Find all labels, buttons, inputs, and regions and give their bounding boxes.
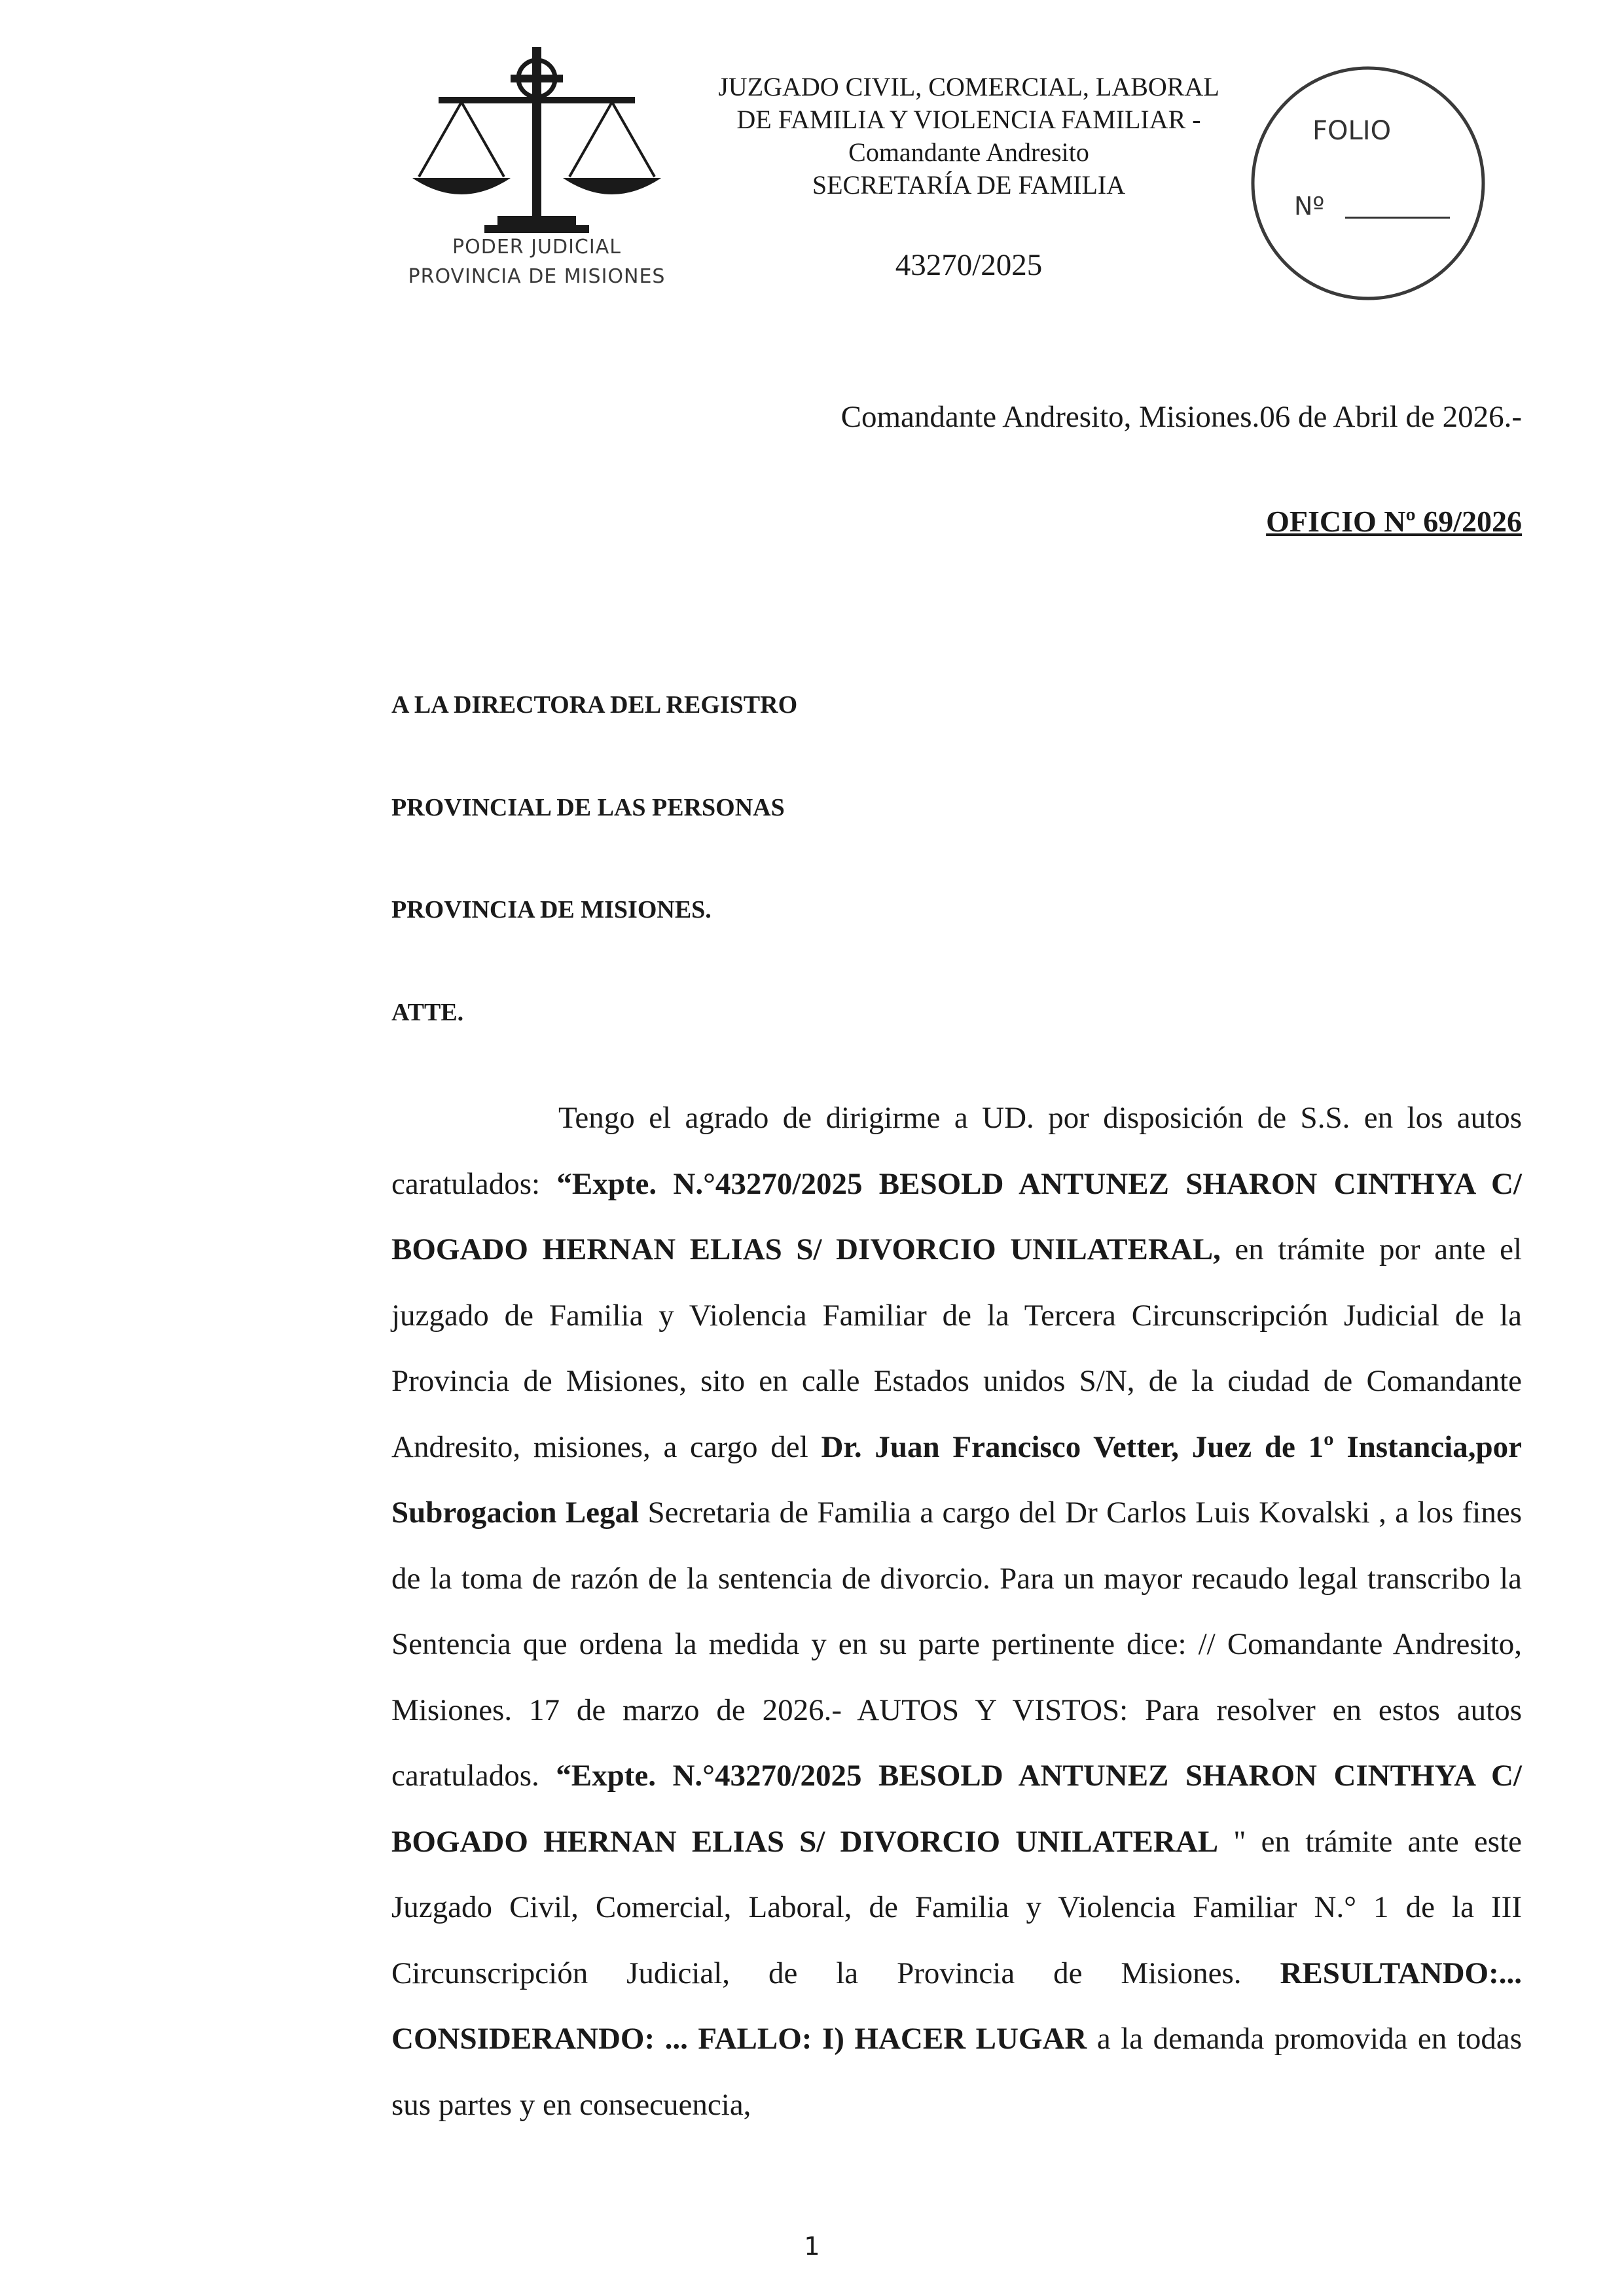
court-line-1: JUZGADO CIVIL, COMERCIAL, LABORAL: [718, 72, 1219, 101]
addressee-line-3: PROVINCIA DE MISIONES.: [391, 896, 712, 924]
body-paragraph: [391, 1085, 1522, 2138]
addressee-attention: ATTE.: [391, 999, 464, 1026]
court-line-4: SECRETARÍA DE FAMILIA: [812, 170, 1126, 200]
folio-stamp: [1247, 62, 1489, 304]
oficio-number: OFICIO Nº 69/2026: [1266, 505, 1522, 538]
body-text-2: en trámite por ante el juzgado de Familia y Violencia Familiar de la Tercera Circunscripción Judicial de la Provincia de Misiones, sito en calle Estados unidos S/N, de la ciudad de Comandante Andresito, misiones, a cargo del: [391, 1232, 1522, 1464]
court-line-2: DE FAMILIA Y VIOLENCIA FAMILIAR -: [736, 105, 1201, 134]
logo-text-line2: PROVINCIA DE MISIONES: [408, 265, 666, 288]
scales-of-justice-icon: [393, 39, 681, 236]
body-text-3: Secretaria de Familia a cargo del Dr Carlos Luis Kovalski , a los fines de la toma de razón de la sentencia de divorcio. Para un mayor recaudo legal transcribo la Sentencia que ordena la medida y en su parte pertinente dice: // Comandante Andresito, Misiones. 17 de marzo de 2026.- AUTOS Y VISTOS: Para resolver en estos autos caratulados.: [391, 1496, 1522, 1793]
logo-text-line1: PODER JUDICIAL: [452, 236, 621, 259]
folio-blank-line: [1345, 217, 1450, 219]
case-title-bold-1: “Expte. N.°43270/2025 BESOLD ANTUNEZ SHARON CINTHYA C/ BOGADO HERNAN ELIAS S/ DIVORCIO UNILATERAL,: [391, 1166, 1522, 1266]
case-number: 43270/2025: [895, 248, 1043, 282]
folio-label: FOLIO: [1312, 116, 1392, 146]
poder-judicial-logo: [393, 39, 681, 295]
body-text-4: " en trámite ante este Juzgado Civil, Comercial, Laboral, de Familia y Violencia Familiar N.° 1 de la III Circunscripción Judicial, de la Provincia de Misiones.: [391, 1824, 1522, 1990]
body-text-5: a la demanda promovida en todas sus partes y en consecuencia,: [391, 2022, 1522, 2122]
addressee-line-1: A LA DIRECTORA DEL REGISTRO: [391, 691, 798, 719]
court-name-block: [681, 71, 1257, 202]
case-title-bold-2: “Expte. N.°43270/2025 BESOLD ANTUNEZ SHARON CINTHYA C/ BOGADO HERNAN ELIAS S/ DIVORCIO UNILATERAL: [391, 1759, 1522, 1859]
court-line-3: Comandante Andresito: [848, 137, 1089, 167]
stamp-circle-icon: [1247, 62, 1489, 304]
judge-name-bold: Dr. Juan Francisco Vetter, Juez de 1º Instancia,por Subrogacion Legal: [391, 1429, 1523, 1530]
folio-number-label: Nº: [1294, 192, 1325, 221]
ruling-bold: RESULTANDO:... CONSIDERANDO: ... FALLO: I) HACER LUGAR: [391, 1956, 1522, 2056]
page-number: 1: [804, 2232, 820, 2261]
date-line: Comandante Andresito, Misiones.06 de Abril de 2026.-: [840, 400, 1522, 434]
addressee-line-2: PROVINCIAL DE LAS PERSONAS: [391, 794, 785, 821]
body-text-1: Tengo el agrado de dirigirme a UD. por disposición de S.S. en los autos caratulados:: [391, 1101, 1522, 1201]
